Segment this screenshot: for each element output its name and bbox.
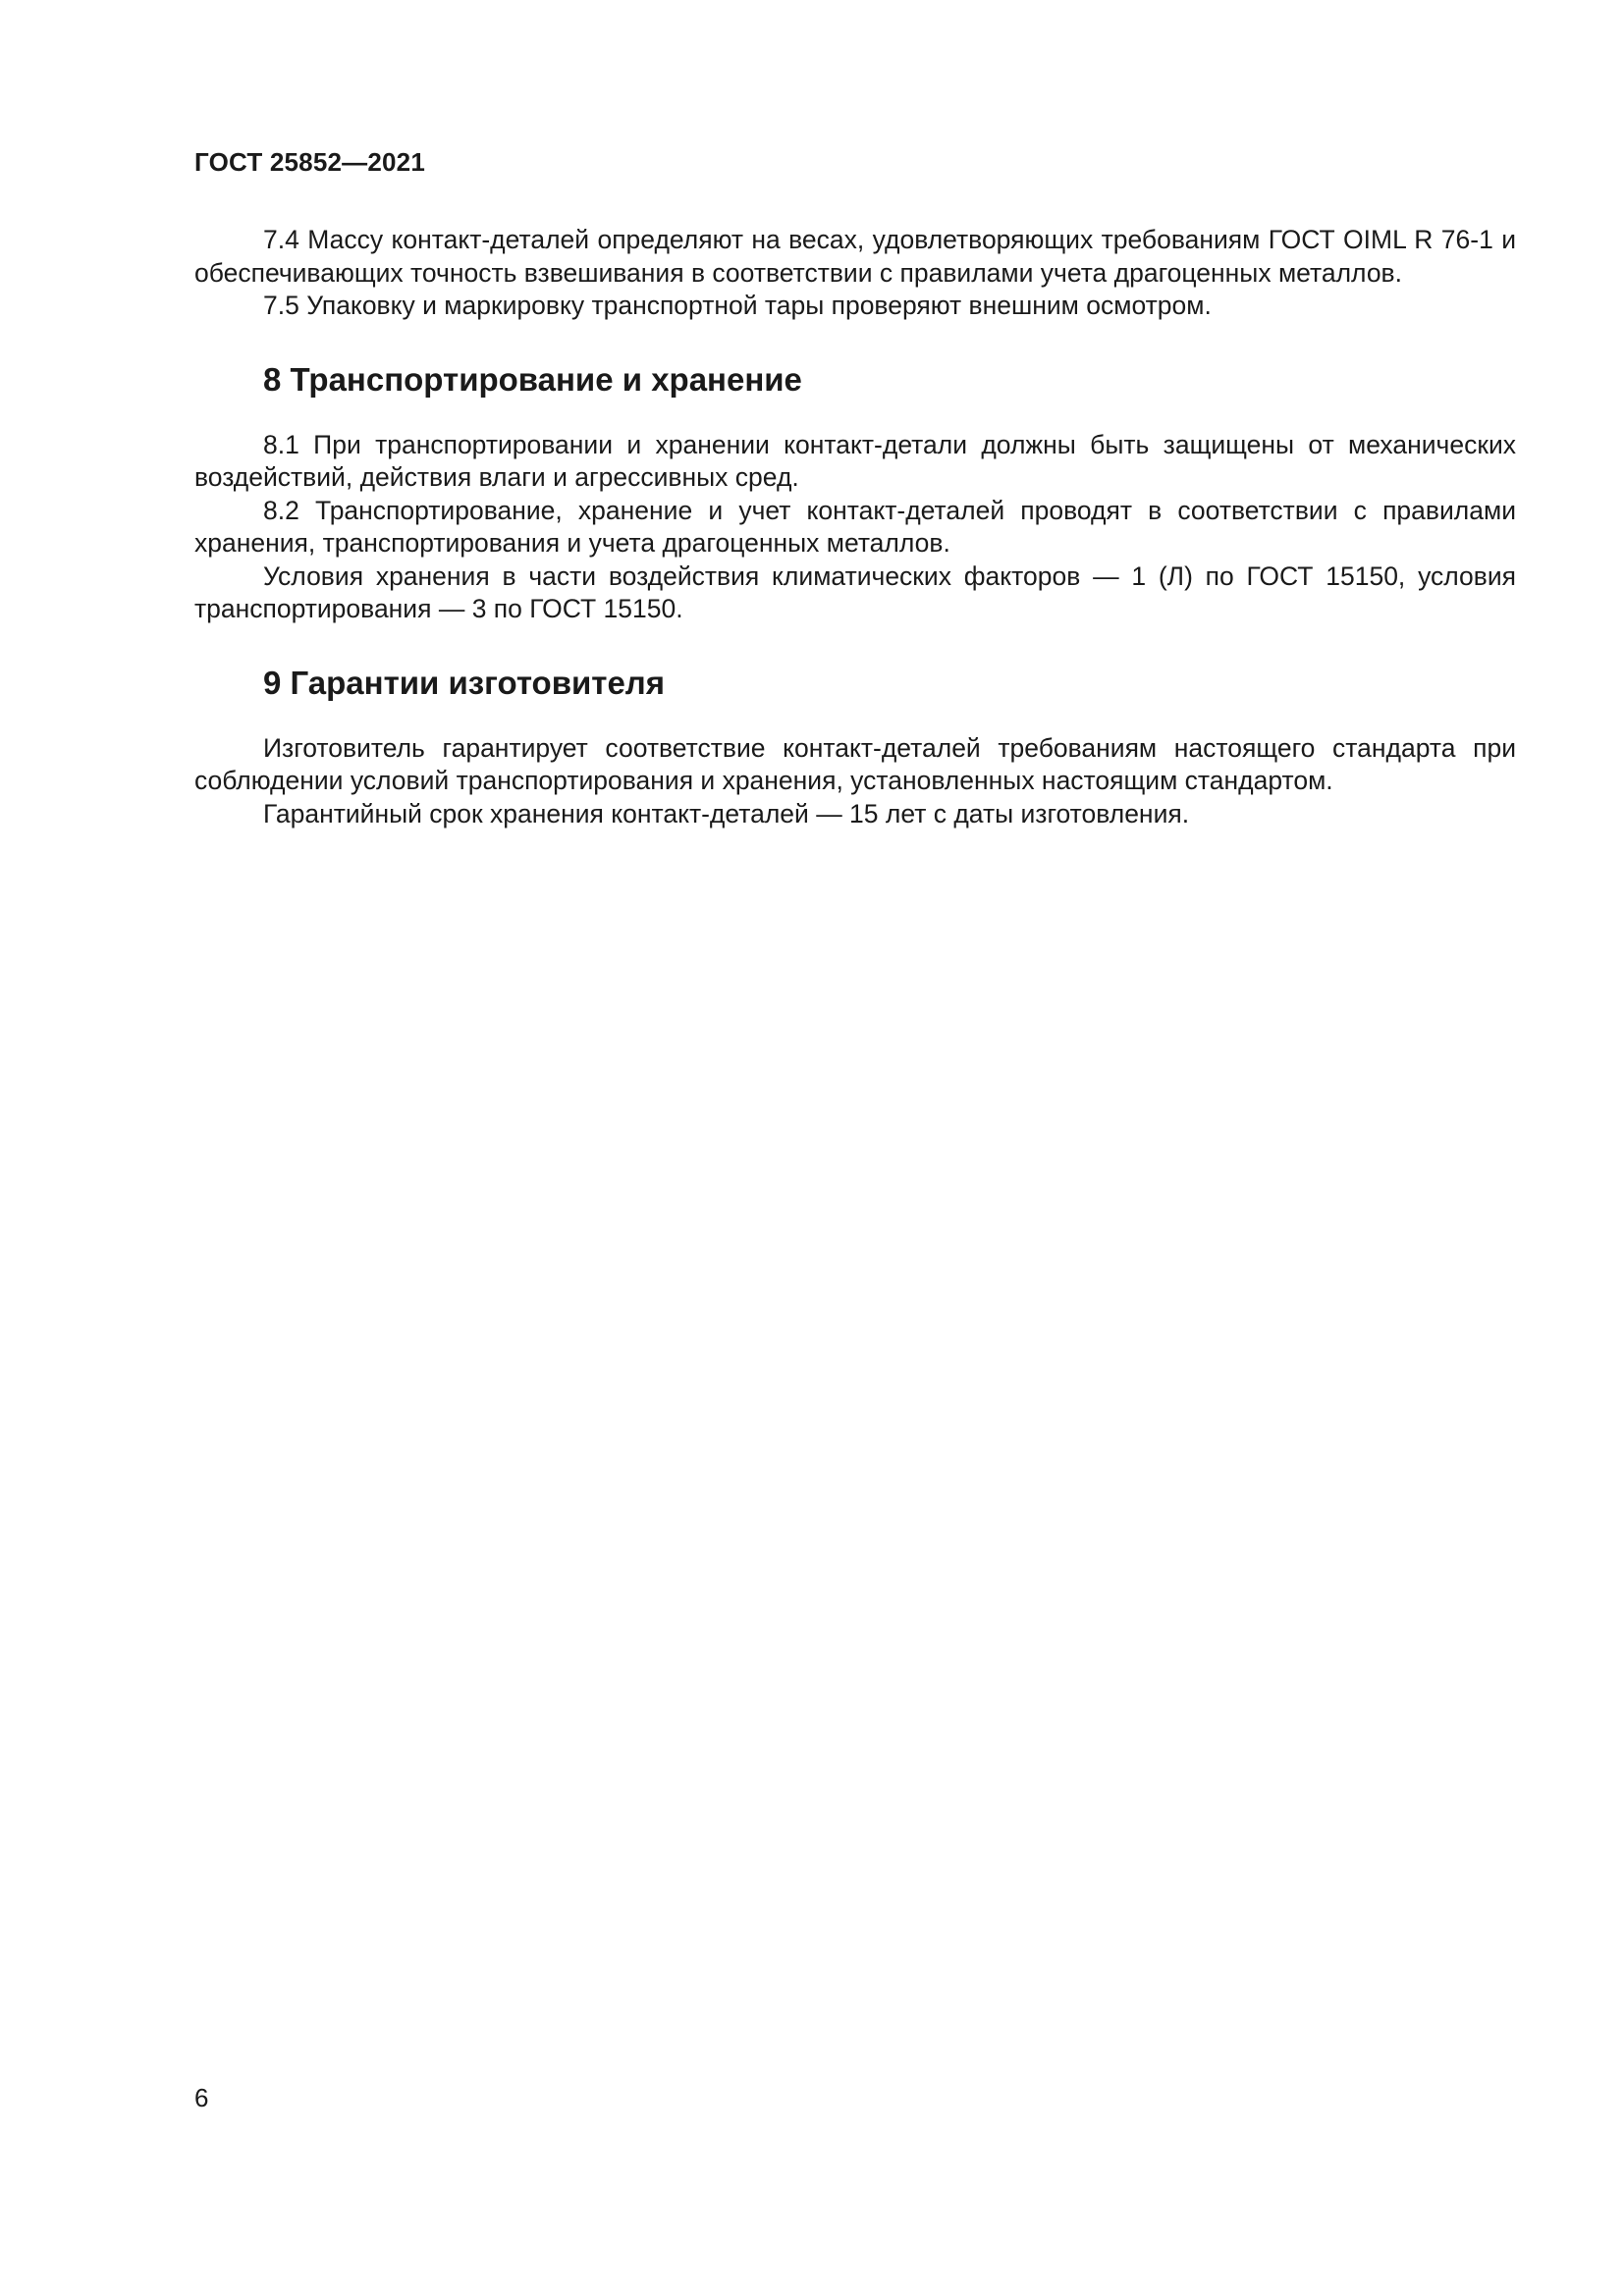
document-body <box>194 224 1516 830</box>
paragraph-8-1: 8.1 При транспортировании и хранении контакт-детали должны быть защищены от механических воздействий, действия влаги и агрессивных сред. <box>194 429 1516 492</box>
section-heading-8: 8 Транспортирование и хранение <box>263 360 802 398</box>
document-code-header: ГОСТ 25852—2021 <box>194 147 425 177</box>
page-number: 6 <box>194 2083 209 2112</box>
paragraph-7-5: 7.5 Упаковку и маркировку транспортной тары проверяют внешним осмотром. <box>263 291 1212 320</box>
paragraph-8-storage-conditions: Условия хранения в части воздействия климатических факторов — 1 (Л) по ГОСТ 15150, условия транспортирования — 3 по ГОСТ 15150. <box>194 561 1516 623</box>
section-heading-9: 9 Гарантии изготовителя <box>263 664 666 701</box>
paragraph-8-2: 8.2 Транспортирование, хранение и учет контакт-деталей проводят в соответствии с правилами хранения, транспортирования и учета драгоценных металлов. <box>194 495 1516 558</box>
paragraph-9-guarantee: Изготовитель гарантирует соответствие контакт-деталей требованиям настоящего стандарта при соблюдении условий транспортирования и хранения, установленных настоящим стандартом. <box>194 732 1516 795</box>
paragraph-7-4: 7.4 Массу контакт-деталей определяют на весах, удовлетворяющих требованиям ГОСТ OIML R 76-1 и обеспечивающих точность взвешивания в соответствии с правилами учета драгоценных металлов. <box>194 225 1516 288</box>
paragraph-9-shelf-life: Гарантийный срок хранения контакт-деталей — 15 лет с даты изготовления. <box>263 798 1190 828</box>
